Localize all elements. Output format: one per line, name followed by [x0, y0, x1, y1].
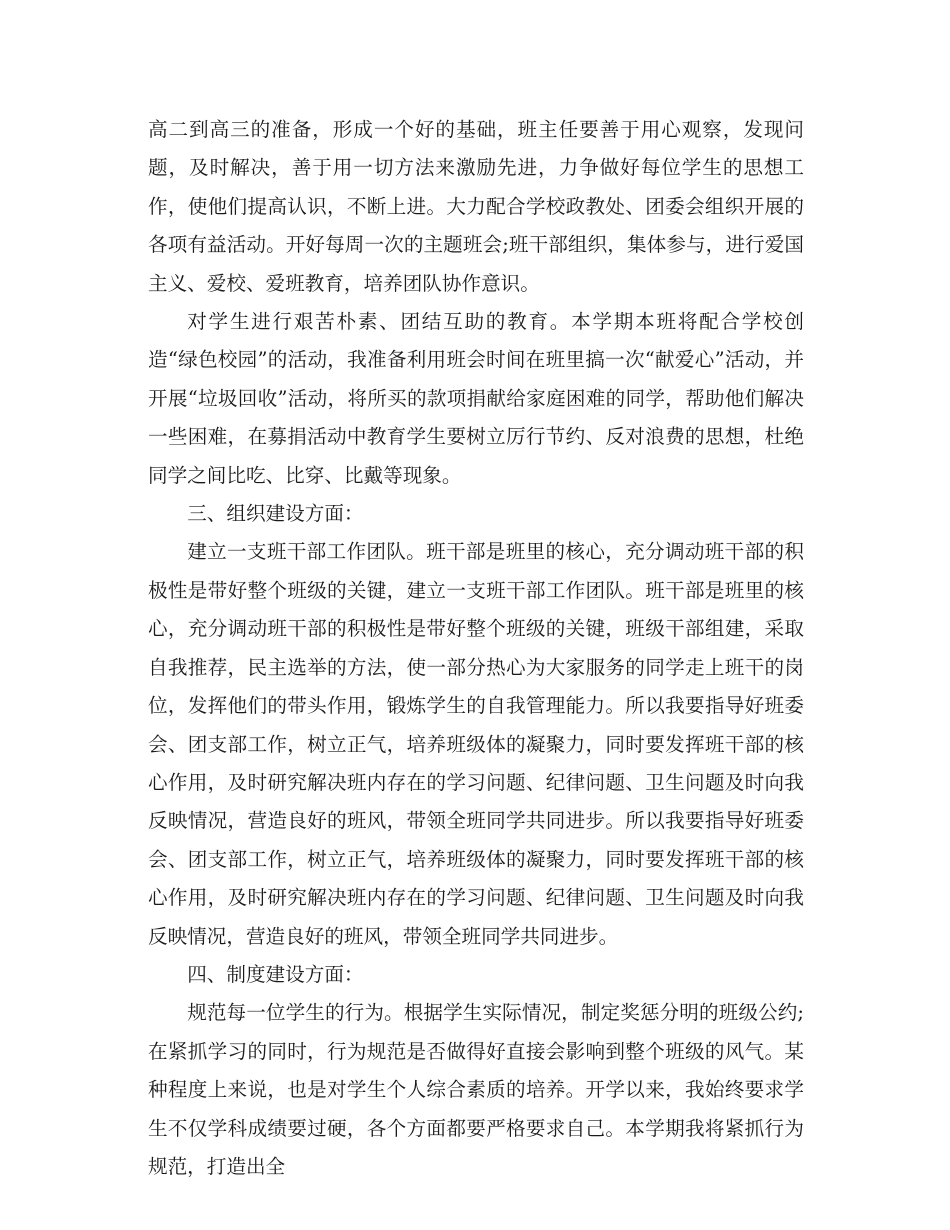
paragraph-class-committee: 建立一支班干部工作团队。班干部是班里的核心，充分调动班干部的积极性是带好整个班级的关键，建立一支班干部工作团队。班干部是班里的核心，充分调动班干部的积极性是带好整个班级的关键，班级干部组建，采取自我推荐，民主选举的方法，使一部分热心为大家服务的同学走上班干的岗位，发挥他们的带头作用，锻炼学生的自我管理能力。所以我要指导好班委会、团支部工作，树立正气，培养班级体的凝聚力，同时要发挥班干部的核心作用，及时研究解决班内存在的学习问题、纪律问题、卫生问题及时向我反映情况，营造良好的班风，带领全班同学共同进步。所以我要指导好班委会、团支部工作，树立正气，培养班级体的凝聚力，同时要发挥班干部的核心作用，及时研究解决班内存在的学习问题、纪律问题、卫生问题及时向我反映情况，营造良好的班风，带领全班同学共同进步。 [148, 540, 804, 948]
paragraph-thrift-education: 对学生进行艰苦朴素、团结互助的教育。本学期本班将配合学校创造“绿色校园”的活动，我准备利用班会时间在班里搞一次“献爱心”活动，并开展“垃圾回收”活动，将所买的款项捐献给家庭困难的同学，帮助他们解决一些困难，在募捐活动中教育学生要树立厉行节约、反对浪费的思想，杜绝同学之间比吃、比穿、比戴等现象。 [148, 310, 804, 487]
paragraph-class-preparation: 高二到高三的准备，形成一个好的基础，班主任要善于用心观察，发现问题，及时解决，善于用一切方法来激励先进，力争做好每位学生的思想工作，使他们提高认识，不断上进。大力配合学校政教处、团委会组织开展的各项有益活动。开好每周一次的主题班会;班干部组织，集体参与，进行爱国主义、爱校、爱班教育，培养团队协作意识。 [148, 118, 804, 295]
document-body [148, 111, 804, 1186]
section-heading-rules: 四、制度建设方面： [187, 962, 364, 986]
section-heading-organization: 三、组织建设方面： [187, 502, 364, 526]
paragraph-behavior-standards: 规范每一位学生的行为。根据学生实际情况，制定奖惩分明的班级公约;在紧抓学习的同时，行为规范是否做得好直接会影响到整个班级的风气。某种程度上来说，也是对学生个人综合素质的培养。开学以来，我始终要求学生不仅学科成绩要过硬，各个方面都要严格要求自己。本学期我将紧抓行为规范，打造出全 [148, 1001, 804, 1178]
